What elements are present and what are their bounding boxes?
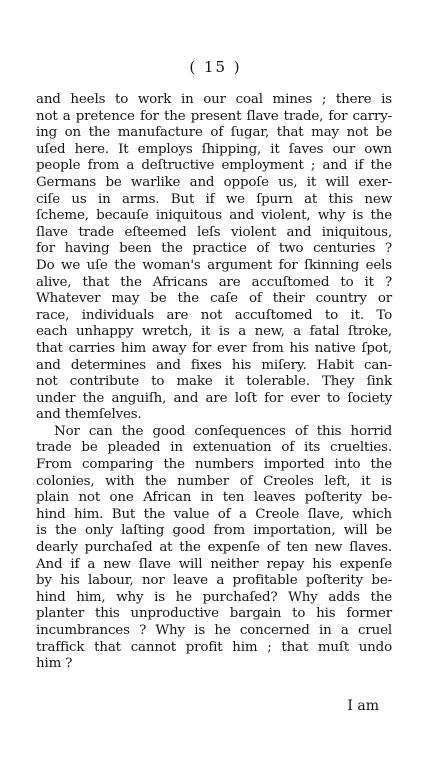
text-line: From comparing the numbers imported into the — [36, 457, 392, 473]
text-line: trade be pleaded in extenuation of its cruelties. — [36, 440, 392, 456]
catchword: I am — [347, 698, 379, 714]
text-line: ciſe us in arms. But if we ſpurn at this new — [36, 191, 392, 207]
text-line: Whatever may be the caſe of their country or — [36, 291, 392, 307]
text-line: planter this unproductive bargain to his former — [36, 606, 392, 622]
page-number: ( 15 ) — [189, 58, 242, 76]
text-line: each unhappy wretch, it is a new, a fatal ſtroke, — [36, 324, 392, 340]
text-line: ing on the manufacture of ſugar, that may not be — [36, 125, 392, 141]
text-line: And if a new ſlave will neither repay his expenſe — [36, 556, 392, 572]
text-line: that carries him away for ever from his native ſpot, — [36, 340, 392, 356]
text-line: Do we uſe the woman's argument for ſkinning eels — [36, 257, 392, 273]
text-line: plain not one African in ten leaves poſterity be- — [36, 490, 392, 506]
text-line: not contribute to make it tolerable. They ſink — [36, 374, 392, 390]
text-line: people from a deſtructive employment ; and if the — [36, 158, 392, 174]
text-line: alive, that the Africans are accuſtomed to it ? — [36, 274, 392, 290]
text-line: ſcheme, becauſe iniquitous and violent, why is the — [36, 208, 392, 224]
text-line: for having been the practice of two centuries ? — [36, 241, 392, 257]
text-line: ſlave trade eſteemed leſs violent and iniquitous, — [36, 224, 392, 240]
text-line: hind him, why is he purchaſed? Why adds the — [36, 589, 392, 605]
text-line: hind him. But the value of a Creole ſlave, which — [36, 506, 392, 522]
text-line: incumbrances ? Why is he concerned in a cruel — [36, 623, 392, 638]
text-line: dearly purchaſed at the expenſe of ten new ſlaves. — [36, 540, 392, 556]
text-line: uſed here. It employs ſhipping, it ſaves our own — [36, 141, 392, 157]
text-line: race, individuals are not accuſtomed to it. To — [36, 307, 392, 323]
text-line: and determines and fixes his miſery. Habit can- — [36, 357, 392, 373]
text-line: is the only laſting good from importation, will be — [36, 523, 392, 539]
paragraph-start-line: Nor can the good conſequences of this horrid — [54, 423, 392, 439]
text-line: Germans be warlike and oppoſe us, it will exer- — [36, 174, 392, 190]
text-line: not a pretence for the present ſlave trade, for carry- — [36, 108, 392, 124]
paragraph-end-line: and themſelves. — [36, 407, 142, 423]
paragraph-end-line: him ? — [36, 656, 73, 672]
text-line: under the anguiſh, and are loſt for ever to ſociety — [36, 390, 392, 406]
page-body-text — [36, 92, 392, 673]
text-line: and heels to work in our coal mines ; there is — [36, 92, 392, 107]
text-line: colonies, with the number of Creoles left, it is — [36, 473, 392, 489]
text-line: by his labour, nor leave a profitable poſterity be- — [36, 573, 392, 589]
text-line: traffick that cannot profit him ; that muſt undo — [36, 639, 392, 655]
